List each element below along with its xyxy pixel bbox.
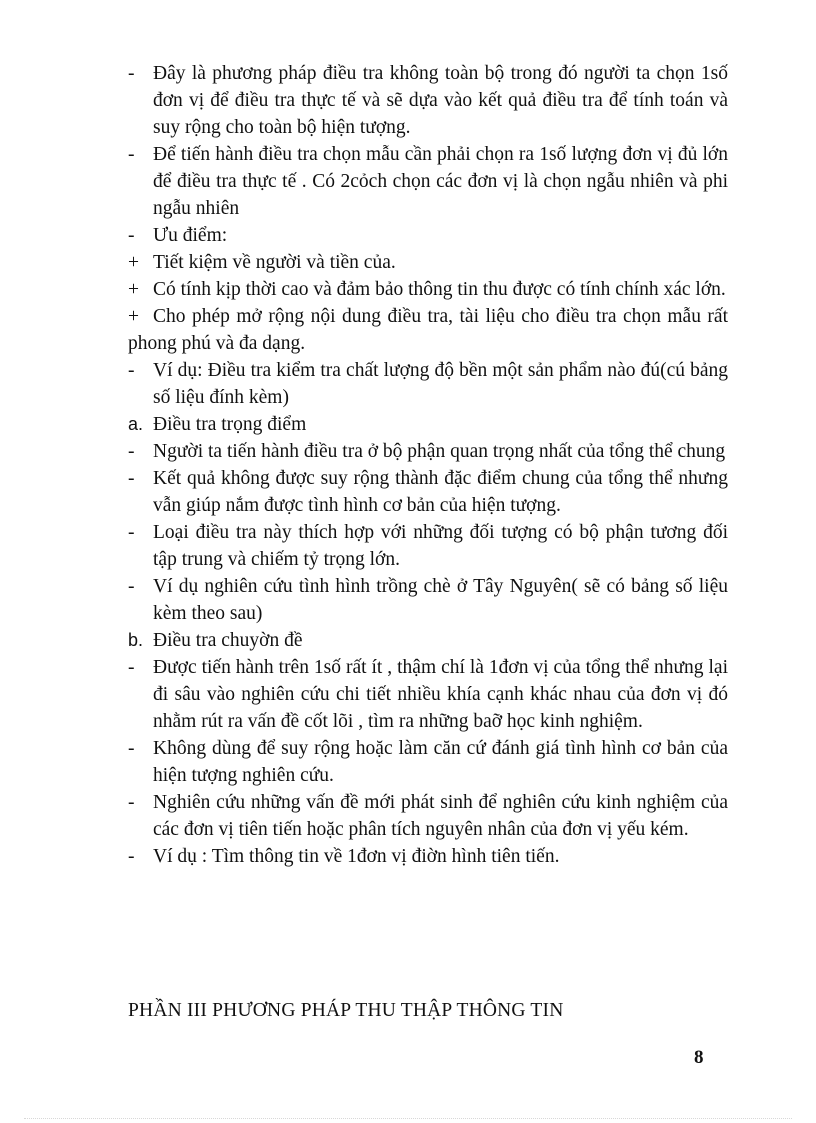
item-text: Ví dụ: Điều tra kiểm tra chất lượng độ bền một sản phẩm nào đú(cú bảng số liệu đính kèm) [153, 360, 728, 408]
list-item [128, 222, 728, 249]
list-item [128, 843, 728, 870]
section-heading: PHẦN III PHƯƠNG PHÁP THU THẬP THÔNG TIN [128, 1000, 564, 1021]
item-text: Điều tra chuyờn đề [153, 630, 303, 651]
bullet-marker: - [128, 657, 135, 678]
item-text: Ưu điểm: [153, 225, 228, 246]
bullet-marker: - [128, 63, 135, 84]
bullet-marker: - [128, 225, 135, 246]
list-item [128, 735, 728, 789]
page-bottom-rule [24, 1118, 792, 1119]
item-text: Điều tra trọng điểm [153, 414, 307, 435]
list-item [128, 654, 728, 735]
item-text: Được tiến hành trên 1số rất ít , thậm chí là 1đơn vị của tổng thể nhưng lại đi sâu vào nghiên cứu chi tiết nhiều khía cạnh khác nhau của đơn vị đó nhằm rút ra vấn đề cốt lõi , tìm ra những baỡ học kinh nghiệm. [153, 657, 728, 732]
bullet-marker: - [128, 468, 135, 489]
bullet-marker: - [128, 738, 135, 759]
item-text: Nghiên cứu những vấn đề mới phát sinh để nghiên cứu kinh nghiệm của các đơn vị tiên tiến hoặc phân tích nguyên nhân của đơn vị yếu kém. [153, 792, 728, 840]
subsection-heading [128, 627, 728, 654]
letter-marker: a. [128, 414, 144, 434]
list-item [128, 303, 728, 357]
list-item [128, 789, 728, 843]
bullet-marker: - [128, 792, 135, 813]
subsection-heading [128, 411, 728, 438]
bullet-marker: - [128, 360, 135, 381]
list-item [128, 438, 728, 465]
item-text: Đây là phương pháp điều tra không toàn bộ trong đó người ta chọn 1số đơn vị để điều tra thực tế và sẽ dựa vào kết quả điều tra để tính toán và suy rộng cho toàn bộ hiện tượng. [153, 63, 728, 138]
plus-marker: + [128, 306, 139, 327]
bullet-marker: - [128, 522, 135, 543]
letter-marker: b. [128, 630, 144, 650]
bullet-marker: - [128, 441, 135, 462]
bullet-marker: - [128, 576, 135, 597]
list-item [128, 60, 728, 141]
page-number: 8 [694, 1047, 704, 1068]
item-text: Người ta tiến hành điều tra ở bộ phận quan trọng nhất của tổng thể chung [153, 441, 726, 462]
item-text: Cho phép mở rộng nội dung điều tra, tài liệu cho điều tra chọn mẫu rất phong phú và đa dạng. [128, 306, 728, 354]
list-item [128, 519, 728, 573]
list-item [128, 357, 728, 411]
item-text: Không dùng để suy rộng hoặc làm căn cứ đánh giá tình hình cơ bản của hiện tượng nghiên cứu. [153, 738, 728, 786]
list-item [128, 276, 728, 303]
item-text: Để tiến hành điều tra chọn mẫu cần phải chọn ra 1số lượng đơn vị đủ lớn để điều tra thực tế . Có 2cỏch chọn các đơn vị là chọn ngẫu nhiên và phi ngẫu nhiên [153, 144, 728, 219]
document-body [128, 60, 728, 870]
item-text: Ví dụ nghiên cứu tình hình trồng chè ở Tây Nguyên( sẽ có bảng số liệu kèm theo sau) [153, 576, 728, 624]
item-text: Ví dụ : Tìm thông tin về 1đơn vị điờn hình tiên tiến. [153, 846, 560, 867]
item-text: Có tính kịp thời cao và đảm bảo thông tin thu được có tính chính xác lớn. [153, 279, 726, 300]
list-item [128, 465, 728, 519]
item-text: Kết quả không được suy rộng thành đặc điểm chung của tổng thể nhưng vẫn giúp nắm được tình hình cơ bản của hiện tượng. [153, 468, 728, 516]
plus-marker: + [128, 252, 139, 273]
plus-marker: + [128, 279, 139, 300]
list-item [128, 141, 728, 222]
bullet-marker: - [128, 846, 135, 867]
list-item [128, 573, 728, 627]
bullet-marker: - [128, 144, 135, 165]
list-item [128, 249, 728, 276]
item-text: Loại điều tra này thích hợp với những đối tượng có bộ phận tương đối tập trung và chiếm tỷ trọng lớn. [153, 522, 728, 570]
item-text: Tiết kiệm về người và tiền của. [153, 252, 396, 273]
